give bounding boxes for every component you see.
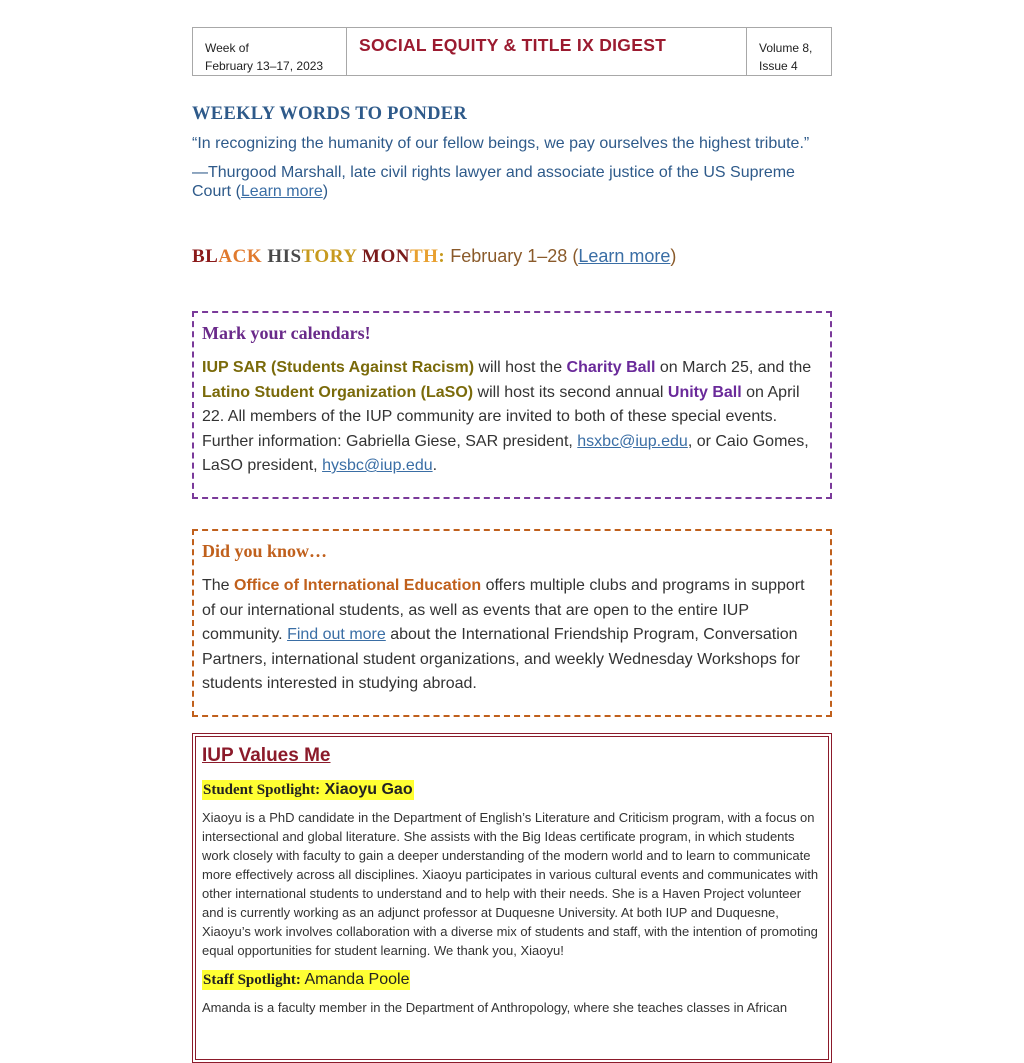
student-spotlight-text: Xiaoyu is a PhD candidate in the Department of English’s Literature and Criticism program, with a focus on intersectional and global literature. She assists with the Big Ideas certificate program, in which students work closely with faculty to gain a deeper understanding of the modern world and to learn to communicate more effectively across all disciplines. Xiaoyu participates in various cultural events and communicates with other international students to understand and to help with their needs. She is a Haven Project volunteer and is currently working as an adjunct professor at Duquesne University. At both IUP and Duquesne, Xiaoyu’s work involves collaboration with a diverse mix of students and staff, with the intention of promoting equal opportunities for student learning. We thank you, Xiaoyu! [202,810,819,958]
office-intl-education: Office of International Education [234,577,482,594]
ponder-heading: WEEKLY WORDS TO PONDER [192,104,468,124]
student-spotlight-label [202,780,414,800]
dyk-text-2: offers multiple clubs and programs in support of our international students, as well as events that are open to the entire IUP community. [202,577,805,643]
student-spotlight-heading: Student Spotlight: [203,782,321,798]
dyk-text-3: about the International Friendship Program, Conversation Partners, international student organizations, and weekly Wednesday Workshops for students interested in studying abroad. [202,626,800,692]
digest-header [192,27,832,76]
bhm-letters-7: TH [409,246,439,267]
did-you-know-body [202,574,822,697]
did-you-know-box [192,529,832,717]
digest-title: SOCIAL EQUITY & TITLE IX DIGEST [359,35,667,55]
week-label: Week of [205,41,249,55]
ponder-attribution [192,163,832,201]
cal-text-3: will host its second annual [473,383,668,401]
volume-cell [746,28,831,75]
org-sar: IUP SAR (Students Against Racism) [202,359,475,376]
staff-spotlight-text: Amanda is a faculty member in the Department of Anthropology, where she teaches classes in African [202,1000,788,1015]
staff-spotlight-name: Amanda Poole [300,971,410,988]
calendar-body [202,356,822,479]
staff-spotlight-heading: Staff Spotlight: [203,972,301,988]
cal-text-2: on March 25, and the [655,359,812,376]
bhm-letters-4: HIS [262,246,302,267]
bhm-dates: February 1–28 ( [445,246,579,266]
attribution-close: ) [322,183,329,200]
bhm-letters-8: : [438,246,446,267]
issue-label: Issue 4 [759,59,798,73]
week-cell [193,28,347,75]
bhm-letters-6: MON [356,246,410,267]
event-unity-ball: Unity Ball [667,383,742,401]
email-link-laso[interactable]: hysbc@iup.edu [322,457,433,474]
cal-text-1: will host the [474,359,567,376]
org-laso: Latino Student Organization (LaSO) [202,383,474,401]
digest-page [192,27,832,1015]
volume-label: Volume 8, [759,41,813,55]
iup-values-title: IUP Values Me [202,745,331,766]
cal-text-6: . [432,457,438,474]
dyk-text-1: The [202,577,235,594]
ponder-quote: “In recognizing the humanity of our fellow beings, we pay ourselves the highest tribute.” [192,135,810,152]
bhm-letters-3: CK [232,246,263,267]
staff-spotlight-label [202,970,410,990]
student-spotlight-name: Xiaoyu Gao [320,781,413,798]
black-history-month [192,245,676,268]
bhm-letters-2: A [218,246,233,267]
find-out-more-link[interactable]: Find out more [287,626,386,643]
email-link-sar[interactable]: hsxbc@iup.edu [577,432,688,450]
cal-text-5: , or Caio Gomes, LaSO president, [202,432,809,474]
bhm-letters-5: TORY [301,246,357,267]
bhm-letters-1: BL [192,246,219,267]
week-dates: February 13–17, 2023 [205,59,324,73]
event-charity-ball: Charity Ball [566,359,656,376]
iup-values-box [192,733,832,1063]
cal-text-4: on April 22. All members of the IUP community are invited to both of these special events. Further information: Gabriella Giese, SAR president, [202,383,800,450]
bhm-title [192,246,445,267]
did-you-know-heading: Did you know… [202,541,328,561]
attribution-text: —Thurgood Marshall, late civil rights lawyer and associate justice of the US Supreme Court ( [192,164,795,200]
iup-values-inner [195,736,829,1060]
calendar-heading: Mark your calendars! [202,323,371,343]
bhm-learn-more-link[interactable]: Learn more [578,246,671,266]
calendar-box [192,311,832,499]
ponder-learn-more-link[interactable]: Learn more [240,183,323,200]
bhm-close: ) [670,246,677,266]
